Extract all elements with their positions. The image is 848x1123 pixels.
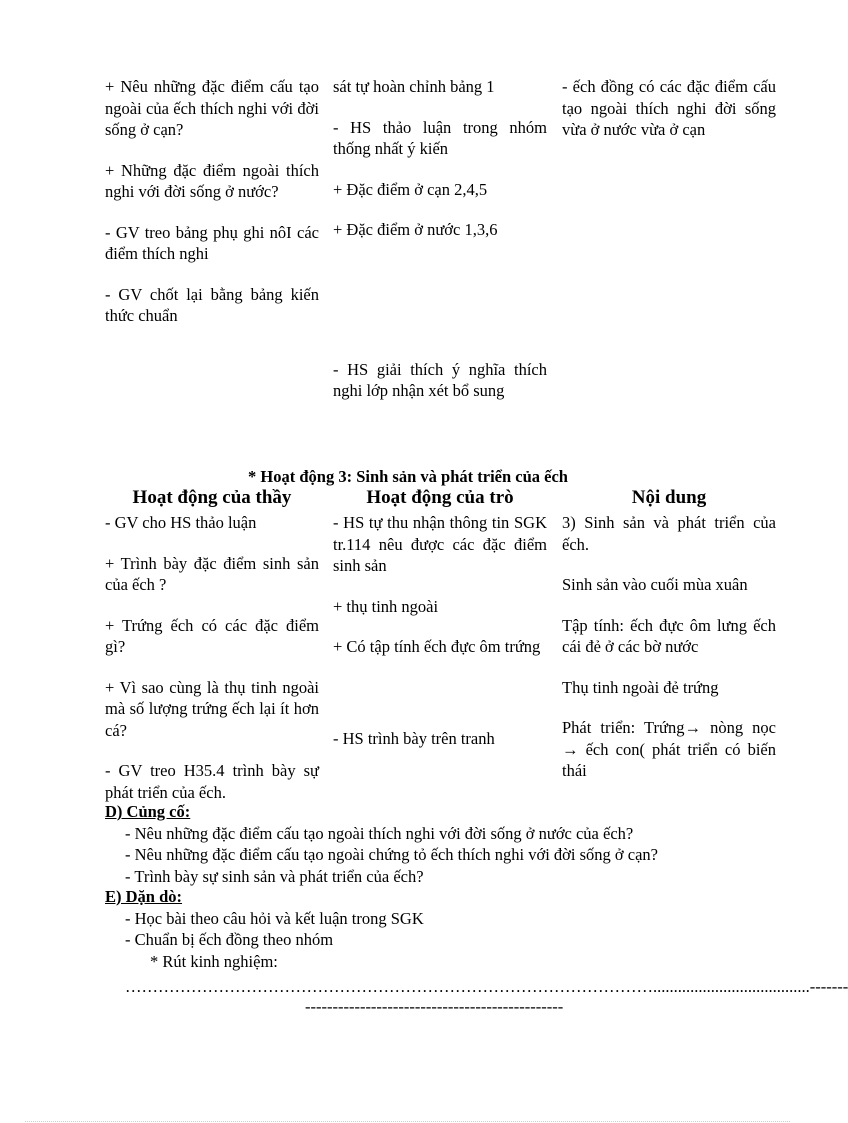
- student-step: + Đặc điểm ở cạn 2,4,5: [333, 179, 488, 199]
- header-teacher: Hoạt động của thầy: [132, 487, 292, 508]
- content-text: Sinh sản vào cuối mùa xuân: [562, 575, 748, 594]
- content-text: 3) Sinh sản và phát triển của ếch.: [562, 513, 776, 554]
- student-step: + Có tập tính ếch đực ôm trứng: [333, 637, 541, 656]
- homework-item: - Học bài theo câu hỏi và kết luận trong SGK: [125, 908, 424, 928]
- student-step: + thụ tinh ngoài: [333, 596, 439, 616]
- activity3-column-headers: [105, 487, 780, 509]
- teacher-step: - GV treo bảng phụ ghi nôI các điểm thích nghi: [105, 222, 319, 263]
- student-step: sát tự hoàn chỉnh bảng 1: [333, 77, 495, 96]
- teacher-step: - GV chốt lại bằng bảng kiến thức chuẩn: [105, 284, 319, 325]
- page-bottom-divider: [25, 1121, 790, 1122]
- content-column: [562, 76, 776, 421]
- student-step: + Đặc điểm ở nước 1,3,6: [333, 220, 498, 239]
- teacher-step: + Nêu những đặc điểm cấu tạo ngoài của ếch thích nghi với đời sống ở cạn?: [105, 77, 319, 139]
- student-activity-column: [333, 76, 547, 421]
- content-text: Tập tính: ếch đực ôm lưng ếch cái đẻ ở các bờ nước: [562, 615, 776, 656]
- consolidation-title: D) Củng cố:: [105, 802, 191, 821]
- teacher-step: + Trứng ếch có các đặc điểm gì?: [105, 615, 319, 656]
- content-text: Phát triển: Trứng→ nòng nọc → ếch con( phát triển có biến thái: [562, 718, 776, 780]
- student-step: - HS tự thu nhận thông tin SGK tr.114 nêu được các đặc điểm sinh sản: [333, 513, 547, 575]
- teacher-activity-column: [105, 512, 319, 822]
- activity3-table: [105, 512, 780, 822]
- header-student: Hoạt động của trò: [366, 487, 514, 508]
- homework-title: E) Dặn dò:: [105, 887, 183, 906]
- fill-line-dashes: -----------------------------------------------: [305, 997, 564, 1016]
- activity2-table-continuation: [105, 76, 780, 421]
- content-text: - ếch đồng có các đặc điểm cấu tạo ngoài thích nghi đời sống vừa ở nước vừa ở cạn: [562, 77, 776, 139]
- homework-item: - Chuẩn bị ếch đồng theo nhóm: [125, 930, 334, 949]
- student-step: - HS trình bày trên tranh: [333, 728, 495, 748]
- content-text: Thụ tinh ngoài đẻ trứng: [562, 677, 719, 697]
- fill-line-dots: ……………………………………………………………………………………......................................-------: [125, 977, 848, 996]
- consolidation-item: - Trình bày sự sinh sản và phát triển của ếch?: [125, 866, 424, 886]
- teacher-step: + Vì sao cùng là thụ tinh ngoài mà số lượng trứng ếch lại ít hơn cá?: [105, 677, 319, 740]
- homework-section: [105, 886, 785, 972]
- header-content: Nội dung: [631, 487, 707, 508]
- teacher-activity-column: [105, 76, 319, 421]
- consolidation-item: - Nêu những đặc điểm cấu tạo ngoài thích nghi với đời sống ở nước của ếch?: [125, 823, 634, 843]
- student-step: - HS thảo luận trong nhóm thống nhất ý kiến: [333, 117, 547, 158]
- consolidation-item: - Nêu những đặc điểm cấu tạo ngoài chứng tỏ ếch thích nghi với đời sống ở cạn?: [125, 845, 658, 864]
- teacher-step: + Những đặc điểm ngoài thích nghi với đời sống ở nước?: [105, 160, 319, 201]
- teacher-step: - GV treo H35.4 trình bày sự phát triển của ếch.: [105, 761, 319, 802]
- teacher-step: - GV cho HS thảo luận: [105, 513, 257, 532]
- student-step: - HS giải thích ý nghĩa thích nghi lớp nhận xét bổ sung: [333, 359, 547, 400]
- experience-note: * Rút kinh nghiệm:: [150, 951, 278, 971]
- activity3-title: * Hoạt động 3: Sinh sản và phát triển của ếch: [248, 467, 568, 486]
- consolidation-section: [105, 801, 785, 887]
- content-column: [562, 512, 776, 822]
- teacher-step: + Trình bày đặc điểm sinh sản của ếch ?: [105, 553, 319, 594]
- student-activity-column: [333, 512, 547, 822]
